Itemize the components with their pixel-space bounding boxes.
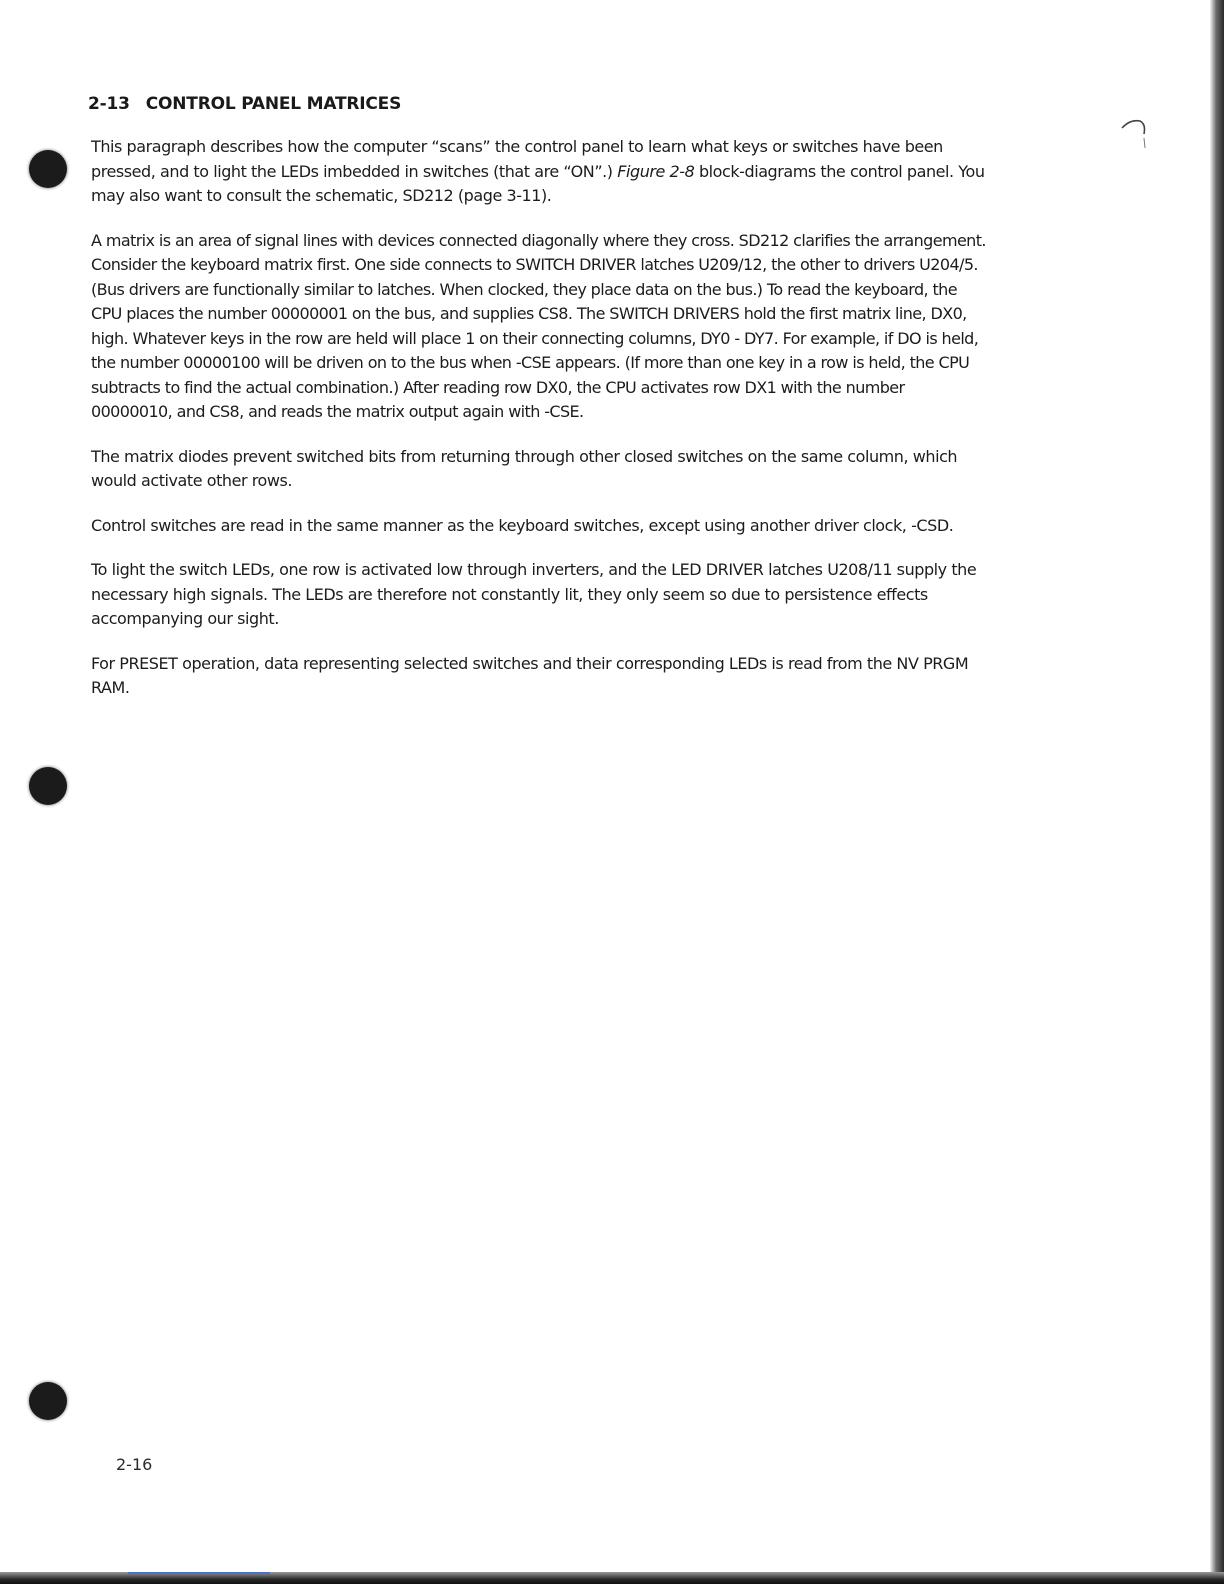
paragraph-matrix-diodes: The matrix diodes prevent switched bits from returning through other closed switches on the same column, which would activate other rows. — [91, 446, 958, 490]
binder-hole-top — [29, 150, 67, 188]
paragraph-scan-intro-text: This paragraph describes how the computer “scans” the control panel to learn what keys or switches have been pressed, and to light the LEDs imbedded in switches (that are “ON”.) — [91, 137, 943, 181]
paragraph-switch-leds: To light the switch LEDs, one row is activated low through inverters, and the LED DRIVER latches U208/11 supply the necessary high signals. The LEDs are therefore not constantly lit, they only seem so due to persistence effects accompanying our sight. — [91, 560, 977, 628]
section-number: 2-13 — [88, 94, 130, 114]
pencil-mark-icon — [1120, 116, 1160, 156]
figure-reference: Figure 2-8 — [617, 161, 695, 181]
paragraph-scan-intro — [91, 135, 987, 209]
paragraph-scan-intro-rest: block-diagrams the control panel. You may also want to consult the schematic, SD212 (page 3-11). — [91, 161, 985, 205]
edge-blue-mark — [128, 1572, 270, 1574]
section-heading — [88, 94, 401, 114]
body-text — [91, 135, 987, 721]
page-edge-shadow-right — [1210, 0, 1224, 1584]
binder-hole-bottom — [29, 1382, 67, 1420]
section-title: CONTROL PANEL MATRICES — [145, 94, 402, 114]
paragraph-preset-operation: For PRESET operation, data representing selected switches and their corresponding LEDs is read from the NV PRGM RAM. — [91, 653, 969, 697]
paragraph-control-switches: Control switches are read in the same manner as the keyboard switches, except using another driver clock, -CSD. — [91, 515, 954, 535]
binder-hole-middle — [29, 767, 67, 805]
page-number: 2-16 — [116, 1455, 153, 1474]
paragraph-matrix-keyboard: A matrix is an area of signal lines with devices connected diagonally where they cross. SD212 clarifies the arrangement. Consider the keyboard matrix first. One side connects to SWITCH DRIVER latches U209/12, the other to drivers U204/5. (Bus drivers are functionally similar to latches. When clocked, they place data on the bus.) To read the keyboard, the CPU places the number 00000001 on the bus, and supplies CS8. The SWITCH DRIVERS hold the first matrix line, DX0, high. Whatever keys in the row are held will place 1 on their connecting columns, DY0 - DY7. For example, if DO is held, the number 00000100 will be driven on to the bus when -CSE appears. (If more than one key in a row is held, the CPU subtracts to find the actual combination.) After reading row DX0, the CPU activates row DX1 with the number 00000010, and CS8, and reads the matrix output again with -CSE. — [91, 230, 986, 421]
